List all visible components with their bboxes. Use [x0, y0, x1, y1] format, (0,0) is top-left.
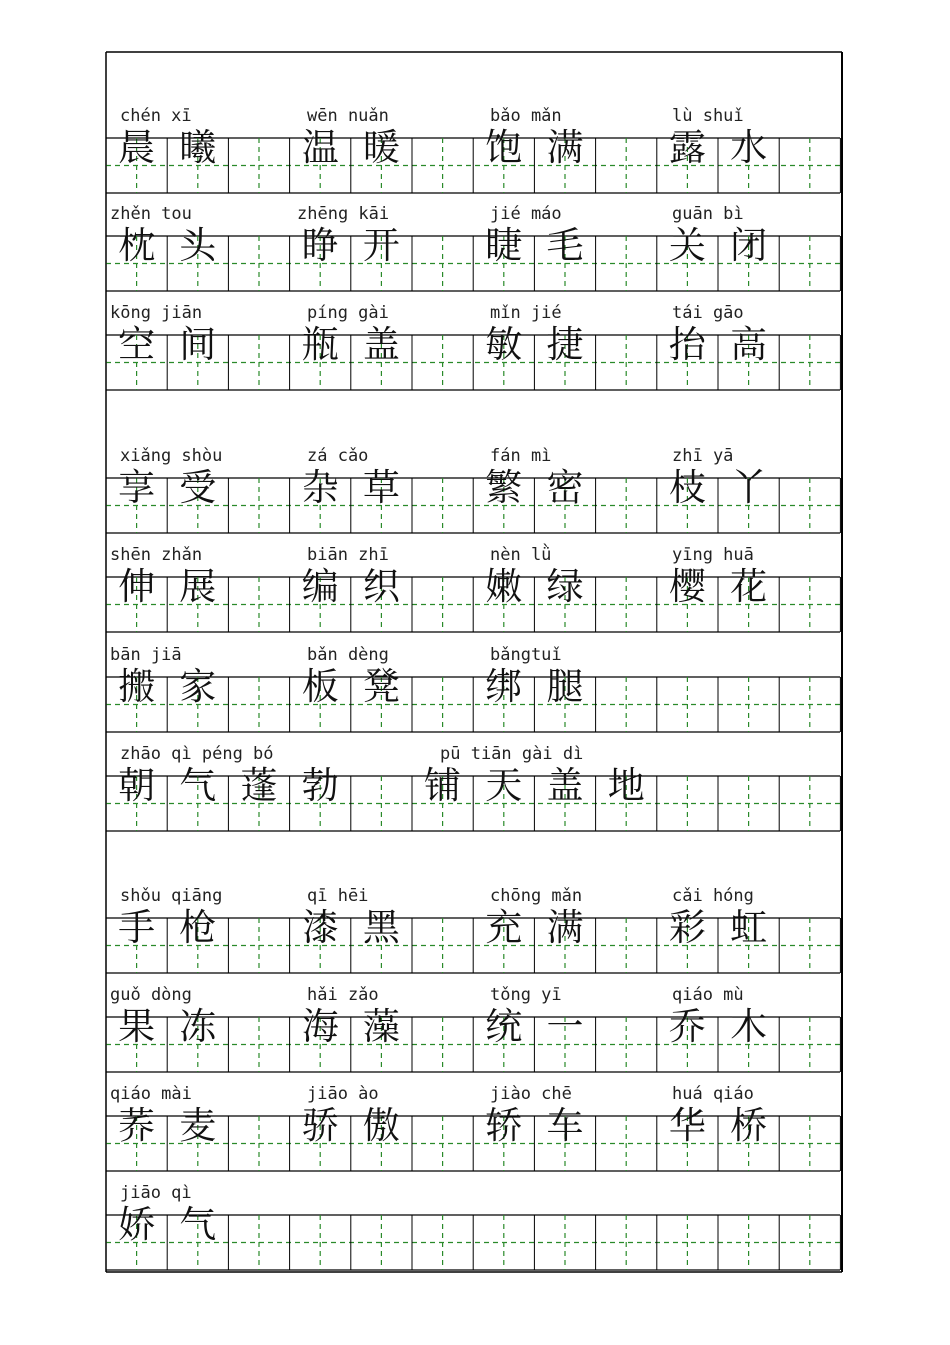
hanzi-character: 娇 [118, 1203, 156, 1246]
hanzi-character: 开 [362, 224, 400, 267]
pinyin-label: guǒ dòng [110, 985, 192, 1005]
hanzi-character: 枝 [668, 466, 706, 509]
pinyin-label: nèn lǜ [490, 545, 552, 565]
hanzi-character: 藻 [362, 1005, 400, 1048]
hanzi-character: 黑 [362, 906, 400, 949]
pinyin-label: fán mì [490, 446, 552, 466]
hanzi-character: 手 [118, 906, 156, 949]
pinyin-label: jié máo [490, 204, 562, 224]
hanzi-character: 轿 [485, 1104, 523, 1147]
pinyin-label: bān jiā [110, 645, 182, 665]
hanzi-character: 晨 [118, 126, 156, 169]
pinyin-label: jiāo ào [307, 1084, 379, 1104]
hanzi-character: 铺 [424, 764, 462, 807]
hanzi-character: 杂 [301, 466, 339, 509]
hanzi-character: 繁 [485, 466, 523, 509]
pinyin-label: pū tiān gài dì [440, 744, 584, 764]
pinyin-label: bǎngtuǐ [490, 645, 562, 665]
hanzi-character: 华 [668, 1104, 706, 1147]
hanzi-character: 饱 [485, 126, 523, 169]
pinyin-label: wēn nuǎn [307, 106, 389, 126]
pinyin-label: hǎi zǎo [307, 985, 379, 1005]
hanzi-character: 枪 [179, 906, 217, 949]
pinyin-label: tái gāo [672, 303, 744, 323]
hanzi-character: 织 [362, 565, 400, 608]
hanzi-character: 充 [485, 906, 523, 949]
hanzi-character: 盖 [546, 764, 584, 807]
hanzi-character: 蓬 [240, 764, 278, 807]
hanzi-character: 骄 [301, 1104, 339, 1147]
hanzi-character: 麦 [179, 1104, 217, 1147]
hanzi-character: 勃 [301, 764, 339, 807]
pinyin-label: xiǎng shòu [120, 446, 223, 466]
hanzi-character: 果 [118, 1005, 156, 1048]
hanzi-character: 车 [546, 1104, 584, 1147]
hanzi-character: 地 [607, 764, 645, 807]
hanzi-character: 彩 [668, 906, 706, 949]
hanzi-character: 抬 [668, 323, 706, 366]
hanzi-character: 荞 [118, 1104, 156, 1147]
pinyin-label: lù shuǐ [672, 106, 744, 126]
hanzi-character: 枕 [118, 224, 156, 267]
pinyin-label: guān bì [672, 204, 744, 224]
hanzi-character: 嫩 [485, 565, 523, 608]
pinyin-label: jiào chē [490, 1084, 572, 1104]
pinyin-label: zá cǎo [307, 446, 369, 466]
hanzi-character: 家 [179, 665, 217, 708]
hanzi-character: 受 [179, 466, 217, 509]
pinyin-label: huá qiáo [672, 1084, 754, 1104]
hanzi-character: 闭 [730, 224, 768, 267]
hanzi-character: 露 [668, 126, 706, 169]
hanzi-character: 关 [668, 224, 706, 267]
hanzi-character: 海 [301, 1005, 339, 1048]
hanzi-character: 傲 [362, 1104, 400, 1147]
pinyin-label: píng gài [307, 303, 389, 323]
hanzi-character: 曦 [179, 126, 217, 169]
hanzi-character: 享 [118, 466, 156, 509]
pinyin-label: kōng jiān [110, 303, 203, 323]
pinyin-label: shǒu qiāng [120, 886, 223, 906]
hanzi-character: 花 [730, 565, 768, 608]
pinyin-label: zhěn tou [110, 204, 192, 224]
hanzi-character: 捷 [546, 323, 584, 366]
pinyin-label: shēn zhǎn [110, 545, 203, 565]
pinyin-label: zhēng kāi [297, 204, 390, 224]
hanzi-character: 搬 [118, 665, 156, 708]
pinyin-label: zhī yā [672, 446, 734, 466]
hanzi-character: 高 [730, 323, 768, 366]
hanzi-character: 一 [546, 1005, 584, 1048]
pinyin-label: mǐn jié [490, 303, 562, 323]
hanzi-character: 朝 [118, 764, 156, 807]
pinyin-label: bǎo mǎn [490, 106, 562, 126]
hanzi-character: 盖 [362, 323, 400, 366]
hanzi-character: 头 [179, 224, 217, 267]
hanzi-character: 漆 [301, 906, 339, 949]
hanzi-character: 伸 [118, 565, 156, 608]
hanzi-character: 绿 [546, 565, 584, 608]
hanzi-character: 毛 [546, 224, 584, 267]
hanzi-character: 桥 [730, 1104, 768, 1147]
hanzi-character: 气 [179, 764, 217, 807]
hanzi-character: 空 [118, 323, 156, 366]
pinyin-label: jiāo qì [120, 1183, 192, 1203]
hanzi-character: 凳 [362, 665, 400, 708]
hanzi-character: 天 [485, 764, 523, 807]
hanzi-character: 冻 [179, 1005, 217, 1048]
hanzi-character: 板 [301, 665, 339, 708]
pinyin-label: biān zhī [307, 545, 389, 565]
hanzi-character: 乔 [668, 1005, 706, 1048]
hanzi-character: 丫 [730, 466, 768, 509]
pinyin-label: qiáo mù [672, 985, 744, 1005]
hanzi-character: 展 [179, 565, 217, 608]
hanzi-character: 温 [301, 126, 339, 169]
pinyin-label: qiáo mài [110, 1084, 192, 1104]
pinyin-label: zhāo qì péng bó [120, 744, 274, 764]
hanzi-character: 草 [362, 466, 400, 509]
hanzi-character: 间 [179, 323, 217, 366]
hanzi-character: 木 [730, 1005, 768, 1048]
hanzi-character: 腿 [546, 665, 584, 708]
pinyin-label: qī hēi [307, 886, 369, 906]
hanzi-character: 水 [730, 126, 768, 169]
hanzi-character: 敏 [485, 323, 523, 366]
hanzi-character: 绑 [485, 665, 523, 708]
hanzi-character: 气 [179, 1203, 217, 1246]
hanzi-character: 满 [546, 126, 584, 169]
hanzi-character: 樱 [668, 565, 706, 608]
pinyin-label: tǒng yī [490, 985, 562, 1005]
hanzi-character: 瓶 [301, 323, 339, 366]
pinyin-label: bǎn dèng [307, 645, 389, 665]
pinyin-label: yīng huā [672, 545, 754, 565]
pinyin-label: chōng mǎn [490, 886, 583, 906]
hanzi-character: 满 [546, 906, 584, 949]
hanzi-character: 密 [546, 466, 584, 509]
hanzi-character: 虹 [730, 906, 768, 949]
hanzi-character: 睫 [485, 224, 523, 267]
pinyin-label: chén xī [120, 106, 192, 126]
hanzi-character: 编 [301, 565, 339, 608]
pinyin-label: cǎi hóng [672, 886, 754, 906]
hanzi-character: 暖 [362, 126, 400, 169]
hanzi-character: 睁 [301, 224, 339, 267]
hanzi-character: 统 [485, 1005, 523, 1048]
